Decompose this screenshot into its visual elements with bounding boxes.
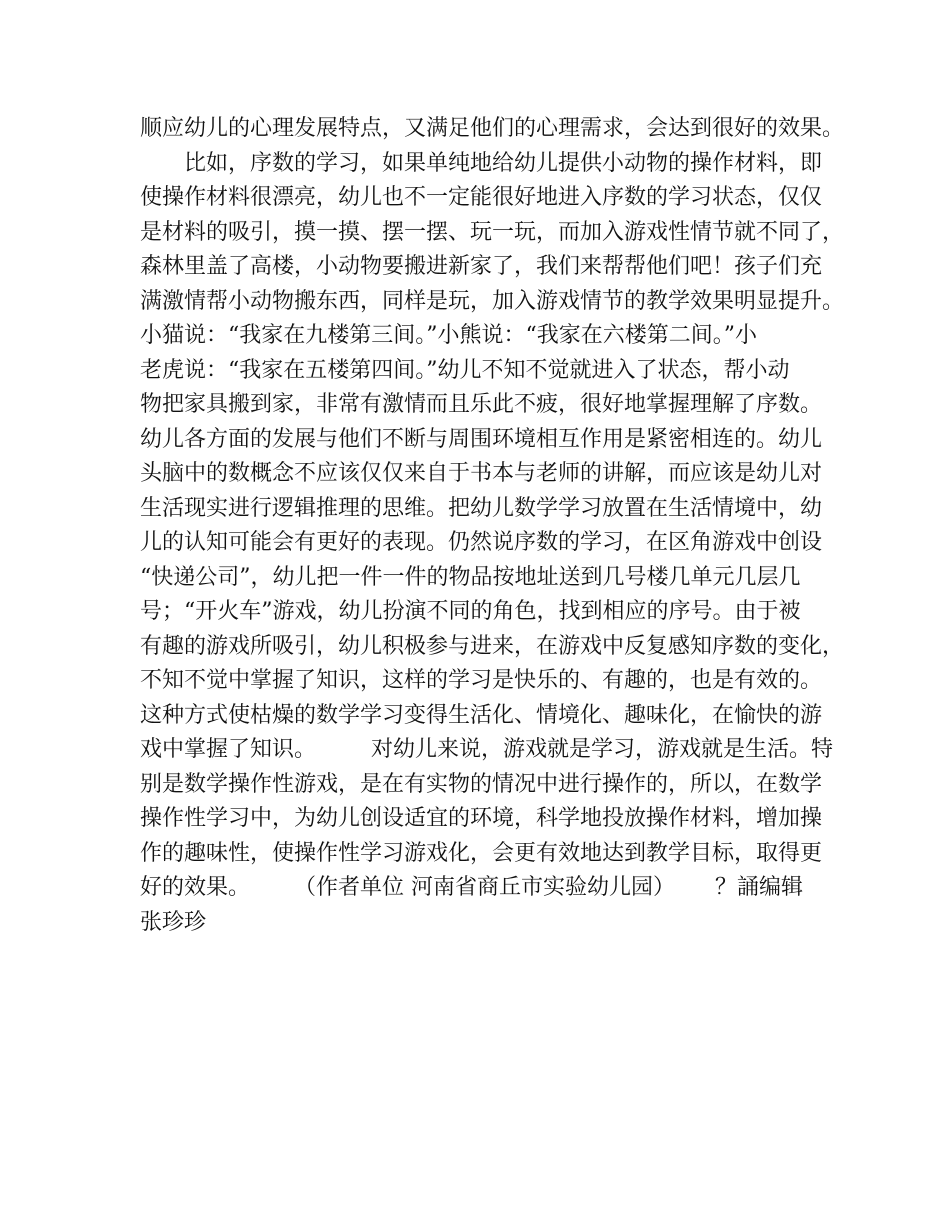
- text-line: 老虎说：“我家在五楼第四间。”幼儿不知不觉就进入了状态，帮小动: [140, 357, 790, 383]
- text-line: 头脑中的数概念不应该仅仅来自于书本与老师的讲解，而应该是幼儿对: [140, 461, 823, 486]
- text-line: 戏中掌握了知识。 对幼儿来说，游戏就是学习，游戏就是生活。特: [140, 737, 834, 762]
- text-line: 不知不觉中掌握了知识，这样的学习是快乐的、有趣的，也是有效的。: [140, 668, 823, 693]
- text-line: 这种方式使枯燥的数学学习变得生活化、情境化、趣味化，在愉快的游: [140, 702, 823, 728]
- text-line: 别是数学操作性游戏，是在有实物的情况中进行操作的，所以，在数学: [140, 771, 823, 797]
- text-line: 作的趣味性，使操作性学习游戏化，会更有效地达到教学目标，取得更: [140, 840, 823, 866]
- text-line: 是材料的吸引，摸一摸、摆一摆、玩一玩，而加入游戏性情节就不同了，: [140, 219, 845, 245]
- text-line: 好的效果。 （作者单位 河南省商丘市实验幼儿园） ？誦编辑: [140, 875, 803, 900]
- text-line: 儿的认知可能会有更好的表现。仍然说序数的学习，在区角游戏中创设: [140, 530, 823, 555]
- text-line: 顺应幼儿的心理发展特点，又满足他们的心理需求，会达到很好的效果。: [140, 116, 845, 141]
- text-line: “快递公司”，幼儿把一件一件的物品按地址送到几号楼几单元几层几: [140, 564, 801, 590]
- text-line: 有趣的游戏所吸引，幼儿积极参与进来，在游戏中反复感知序数的变化，: [140, 633, 845, 659]
- text-line: 张珍珍: [140, 909, 207, 935]
- text-line: 操作性学习中，为幼儿创设适宜的环境，科学地投放操作材料，增加操: [140, 806, 823, 831]
- text-line: 生活现实进行逻辑推理的思维。把幼儿数学学习放置在生活情境中，幼: [140, 495, 823, 521]
- text-line: 满激情帮小动物搬东西，同样是玩，加入游戏情节的教学效果明显提升。: [140, 288, 845, 314]
- text-line: 物把家具搬到家，非常有激情而且乐此不疲，很好地掌握理解了序数。: [140, 392, 823, 417]
- text-line: 号；“开火车”游戏，幼儿扮演不同的角色，找到相应的序号。由于被: [140, 599, 801, 624]
- text-line: 小猫说：“我家在九楼第三间。”小熊说：“我家在六楼第二间。”小: [140, 323, 757, 348]
- text-line: 比如，序数的学习，如果单纯地给幼儿提供小动物的操作材料，即: [184, 150, 823, 176]
- article-body: [140, 112, 845, 940]
- text-line: 森林里盖了高楼，小动物要搬进新家了，我们来帮帮他们吧！孩子们充: [140, 254, 823, 279]
- text-line: 使操作材料很漂亮，幼儿也不一定能很好地进入序数的学习状态，仅仅: [140, 185, 823, 210]
- text-line: 幼儿各方面的发展与他们不断与周围环境相互作用是紧密相连的。幼儿: [140, 426, 823, 452]
